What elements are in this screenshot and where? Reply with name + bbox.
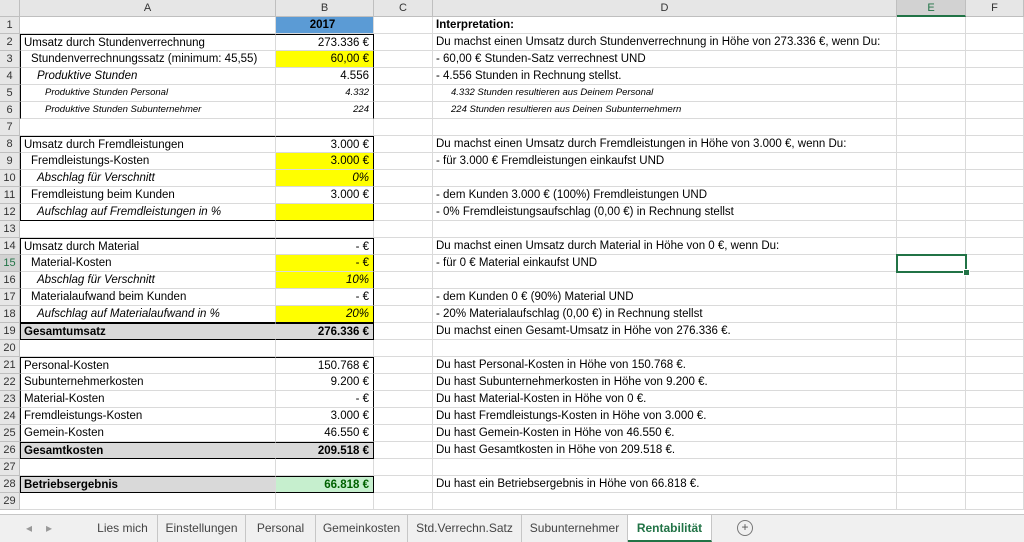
cell-d9[interactable]: - für 3.000 € Fremdleistungen einkaufst UND	[433, 153, 897, 170]
tab-scroll-right-icon[interactable]: ▸	[45, 521, 53, 535]
row-header-14[interactable]: 14	[0, 238, 20, 255]
cell-a3[interactable]: Stundenverrechnungssatz (minimum: 45,55)	[20, 51, 276, 68]
cell-e24[interactable]	[897, 408, 966, 425]
cell-b12[interactable]	[276, 204, 374, 221]
cell-c10[interactable]	[374, 170, 433, 187]
row-header-2[interactable]: 2	[0, 34, 20, 51]
cell-e12[interactable]	[897, 204, 966, 221]
cell-c13[interactable]	[374, 221, 433, 238]
cell-e18[interactable]	[897, 306, 966, 323]
sheet-tab-5[interactable]: Std.Verrechn.Satz	[408, 515, 522, 542]
cell-f24[interactable]	[966, 408, 1024, 425]
cell-e16[interactable]	[897, 272, 966, 289]
cell-b22[interactable]: 9.200 €	[276, 374, 374, 391]
cell-f19[interactable]	[966, 323, 1024, 340]
cell-a23[interactable]: Material-Kosten	[20, 391, 276, 408]
cell-e23[interactable]	[897, 391, 966, 408]
cell-f23[interactable]	[966, 391, 1024, 408]
cell-d15[interactable]: - für 0 € Material einkaufst UND	[433, 255, 897, 272]
cell-f15[interactable]	[966, 255, 1024, 272]
cell-d26[interactable]: Du hast Gesamtkosten in Höhe von 209.518 €.	[433, 442, 897, 459]
cell-e5[interactable]	[897, 85, 966, 102]
cell-a1[interactable]	[20, 17, 276, 34]
cell-a2[interactable]: Umsatz durch Stundenverrechnung	[20, 34, 276, 51]
cell-f7[interactable]	[966, 119, 1024, 136]
cell-a21[interactable]: Personal-Kosten	[20, 357, 276, 374]
column-header-a[interactable]: A	[20, 0, 276, 17]
row-header-9[interactable]: 9	[0, 153, 20, 170]
cell-c1[interactable]	[374, 17, 433, 34]
cell-e6[interactable]	[897, 102, 966, 119]
cell-e17[interactable]	[897, 289, 966, 306]
cell-b14[interactable]: - €	[276, 238, 374, 255]
sheet-tab-bar	[0, 514, 1024, 542]
cell-e26[interactable]	[897, 442, 966, 459]
cell-c20[interactable]	[374, 340, 433, 357]
cell-a12[interactable]: Aufschlag auf Fremdleistungen in %	[20, 204, 276, 221]
row-header-13[interactable]: 13	[0, 221, 20, 238]
cell-f5[interactable]	[966, 85, 1024, 102]
cell-d11[interactable]: - dem Kunden 3.000 € (100%) Fremdleistungen UND	[433, 187, 897, 204]
row-header-23[interactable]: 23	[0, 391, 20, 408]
cell-b5[interactable]: 4.332	[276, 85, 374, 102]
sheet-tab-6[interactable]: Subunternehmer	[522, 515, 628, 542]
sheet-tab-4[interactable]: Gemeinkosten	[316, 515, 408, 542]
cell-d18[interactable]: - 20% Materialaufschlag (0,00 €) in Rechnung stellst	[433, 306, 897, 323]
cell-b16[interactable]: 10%	[276, 272, 374, 289]
cell-a16[interactable]: Abschlag für Verschnitt	[20, 272, 276, 289]
cell-f18[interactable]	[966, 306, 1024, 323]
cell-a4[interactable]: Produktive Stunden	[20, 68, 276, 85]
cell-a5[interactable]: Produktive Stunden Personal	[20, 85, 276, 102]
cell-d21[interactable]: Du hast Personal-Kosten in Höhe von 150.768 €.	[433, 357, 897, 374]
cell-c3[interactable]	[374, 51, 433, 68]
cell-c28[interactable]	[374, 476, 433, 493]
cell-f16[interactable]	[966, 272, 1024, 289]
row-header-7[interactable]: 7	[0, 119, 20, 136]
cell-b13[interactable]	[276, 221, 374, 238]
cell-d8[interactable]: Du machst einen Umsatz durch Fremdleistungen in Höhe von 3.000 €, wenn Du:	[433, 136, 897, 153]
row-header-5[interactable]: 5	[0, 85, 20, 102]
cell-b11[interactable]: 3.000 €	[276, 187, 374, 204]
cell-c29[interactable]	[374, 493, 433, 510]
cell-d22[interactable]: Du hast Subunternehmerkosten in Höhe von 9.200 €.	[433, 374, 897, 391]
row-header-12[interactable]: 12	[0, 204, 20, 221]
cell-a25[interactable]: Gemein-Kosten	[20, 425, 276, 442]
cell-d27[interactable]	[433, 459, 897, 476]
cell-f13[interactable]	[966, 221, 1024, 238]
cell-e8[interactable]	[897, 136, 966, 153]
cell-c6[interactable]	[374, 102, 433, 119]
cell-f29[interactable]	[966, 493, 1024, 510]
row-header-16[interactable]: 16	[0, 272, 20, 289]
cell-a8[interactable]: Umsatz durch Fremdleistungen	[20, 136, 276, 153]
active-cell-selection[interactable]	[896, 254, 967, 273]
column-header-f[interactable]: F	[966, 0, 1024, 17]
cell-a17[interactable]: Materialaufwand beim Kunden	[20, 289, 276, 306]
cell-d17[interactable]: - dem Kunden 0 € (90%) Material UND	[433, 289, 897, 306]
cell-e21[interactable]	[897, 357, 966, 374]
cell-b17[interactable]: - €	[276, 289, 374, 306]
cell-c7[interactable]	[374, 119, 433, 136]
cell-c22[interactable]	[374, 374, 433, 391]
cell-b2[interactable]: 273.336 €	[276, 34, 374, 51]
cell-c24[interactable]	[374, 408, 433, 425]
cell-e1[interactable]	[897, 17, 966, 34]
row-header-20[interactable]: 20	[0, 340, 20, 357]
cell-e7[interactable]	[897, 119, 966, 136]
cell-a24[interactable]: Fremdleistungs-Kosten	[20, 408, 276, 425]
cell-c26[interactable]	[374, 442, 433, 459]
cell-f14[interactable]	[966, 238, 1024, 255]
cell-a26[interactable]: Gesamtkosten	[20, 442, 276, 459]
cell-b9[interactable]: 3.000 €	[276, 153, 374, 170]
cell-c27[interactable]	[374, 459, 433, 476]
cell-d7[interactable]	[433, 119, 897, 136]
cell-b27[interactable]	[276, 459, 374, 476]
cell-b10[interactable]: 0%	[276, 170, 374, 187]
sheet-tab-2[interactable]: Einstellungen	[158, 515, 246, 542]
cell-f20[interactable]	[966, 340, 1024, 357]
cell-f11[interactable]	[966, 187, 1024, 204]
cell-c4[interactable]	[374, 68, 433, 85]
cell-c8[interactable]	[374, 136, 433, 153]
row-header-8[interactable]: 8	[0, 136, 20, 153]
cell-c14[interactable]	[374, 238, 433, 255]
cell-e2[interactable]	[897, 34, 966, 51]
cell-b21[interactable]: 150.768 €	[276, 357, 374, 374]
cell-f1[interactable]	[966, 17, 1024, 34]
cell-b26[interactable]: 209.518 €	[276, 442, 374, 459]
cell-f9[interactable]	[966, 153, 1024, 170]
cell-e29[interactable]	[897, 493, 966, 510]
cell-e28[interactable]	[897, 476, 966, 493]
cell-e20[interactable]	[897, 340, 966, 357]
fill-handle[interactable]	[963, 269, 970, 276]
cell-e22[interactable]	[897, 374, 966, 391]
sheet-tab-3[interactable]: Personal	[246, 515, 316, 542]
row-header-6[interactable]: 6	[0, 102, 20, 119]
cell-c12[interactable]	[374, 204, 433, 221]
cell-e19[interactable]	[897, 323, 966, 340]
cell-e9[interactable]	[897, 153, 966, 170]
cell-a22[interactable]: Subunternehmerkosten	[20, 374, 276, 391]
cell-f2[interactable]	[966, 34, 1024, 51]
cell-e14[interactable]	[897, 238, 966, 255]
cell-b8[interactable]: 3.000 €	[276, 136, 374, 153]
cell-d2[interactable]: Du machst einen Umsatz durch Stundenverrechnung in Höhe von 273.336 €, wenn Du:	[433, 34, 897, 51]
cell-f25[interactable]	[966, 425, 1024, 442]
column-header-b[interactable]: B	[276, 0, 374, 17]
row-header-29[interactable]: 29	[0, 493, 20, 510]
cell-a19[interactable]: Gesamtumsatz	[20, 323, 276, 340]
cell-a18[interactable]: Aufschlag auf Materialaufwand in %	[20, 306, 276, 323]
cell-d5[interactable]: 4.332 Stunden resultieren aus Deinem Personal	[433, 85, 897, 102]
cell-a14[interactable]: Umsatz durch Material	[20, 238, 276, 255]
row-header-3[interactable]: 3	[0, 51, 20, 68]
cell-c18[interactable]	[374, 306, 433, 323]
cell-d10[interactable]	[433, 170, 897, 187]
cell-e13[interactable]	[897, 221, 966, 238]
cell-d1[interactable]: Interpretation:	[433, 17, 897, 34]
cell-a15[interactable]: Material-Kosten	[20, 255, 276, 272]
cell-c2[interactable]	[374, 34, 433, 51]
cell-d14[interactable]: Du machst einen Umsatz durch Material in Höhe von 0 €, wenn Du:	[433, 238, 897, 255]
cell-e27[interactable]	[897, 459, 966, 476]
cell-d19[interactable]: Du machst einen Gesamt-Umsatz in Höhe von 276.336 €.	[433, 323, 897, 340]
cell-a11[interactable]: Fremdleistung beim Kunden	[20, 187, 276, 204]
cell-d24[interactable]: Du hast Fremdleistungs-Kosten in Höhe von 3.000 €.	[433, 408, 897, 425]
cell-c21[interactable]	[374, 357, 433, 374]
cell-d23[interactable]: Du hast Material-Kosten in Höhe von 0 €.	[433, 391, 897, 408]
cell-f28[interactable]	[966, 476, 1024, 493]
cell-b6[interactable]: 224	[276, 102, 374, 119]
row-header-22[interactable]: 22	[0, 374, 20, 391]
cell-f6[interactable]	[966, 102, 1024, 119]
cell-d12[interactable]: - 0% Fremdleistungsaufschlag (0,00 €) in Rechnung stellst	[433, 204, 897, 221]
cell-b19[interactable]: 276.336 €	[276, 323, 374, 340]
cell-d25[interactable]: Du hast Gemein-Kosten in Höhe von 46.550 €.	[433, 425, 897, 442]
cell-e10[interactable]	[897, 170, 966, 187]
cell-e3[interactable]	[897, 51, 966, 68]
cell-b23[interactable]: - €	[276, 391, 374, 408]
cell-a7[interactable]	[20, 119, 276, 136]
cell-c11[interactable]	[374, 187, 433, 204]
cell-d3[interactable]: - 60,00 € Stunden-Satz verrechnest UND	[433, 51, 897, 68]
cell-f4[interactable]	[966, 68, 1024, 85]
row-header-10[interactable]: 10	[0, 170, 20, 187]
cell-c16[interactable]	[374, 272, 433, 289]
row-header-11[interactable]: 11	[0, 187, 20, 204]
cell-b1[interactable]: 2017	[276, 17, 374, 34]
cell-a10[interactable]: Abschlag für Verschnitt	[20, 170, 276, 187]
tab-scroll-left-icon[interactable]: ◂	[25, 521, 33, 535]
cell-a6[interactable]: Produktive Stunden Subunternehmer	[20, 102, 276, 119]
row-header-1[interactable]: 1	[0, 17, 20, 34]
add-sheet-icon[interactable]: +	[737, 520, 753, 536]
cell-b25[interactable]: 46.550 €	[276, 425, 374, 442]
cell-d13[interactable]	[433, 221, 897, 238]
cell-e25[interactable]	[897, 425, 966, 442]
cell-e4[interactable]	[897, 68, 966, 85]
cell-d4[interactable]: - 4.556 Stunden in Rechnung stellst.	[433, 68, 897, 85]
cell-c23[interactable]	[374, 391, 433, 408]
cell-d20[interactable]	[433, 340, 897, 357]
cell-f21[interactable]	[966, 357, 1024, 374]
cell-b28[interactable]: 66.818 €	[276, 476, 374, 493]
row-header-26[interactable]: 26	[0, 442, 20, 459]
cell-b4[interactable]: 4.556	[276, 68, 374, 85]
cell-d16[interactable]	[433, 272, 897, 289]
row-header-25[interactable]: 25	[0, 425, 20, 442]
cell-a13[interactable]	[20, 221, 276, 238]
row-header-4[interactable]: 4	[0, 68, 20, 85]
cell-b20[interactable]	[276, 340, 374, 357]
cell-f10[interactable]	[966, 170, 1024, 187]
cell-f17[interactable]	[966, 289, 1024, 306]
sheet-tab-1[interactable]: Lies mich	[88, 515, 158, 542]
cell-f12[interactable]	[966, 204, 1024, 221]
cell-f3[interactable]	[966, 51, 1024, 68]
cell-d29[interactable]	[433, 493, 897, 510]
row-header-28[interactable]: 28	[0, 476, 20, 493]
cell-b24[interactable]: 3.000 €	[276, 408, 374, 425]
column-header-d[interactable]: D	[433, 0, 897, 17]
cell-c5[interactable]	[374, 85, 433, 102]
column-header-c[interactable]: C	[374, 0, 433, 17]
cell-d28[interactable]: Du hast ein Betriebsergebnis in Höhe von 66.818 €.	[433, 476, 897, 493]
row-header-27[interactable]: 27	[0, 459, 20, 476]
row-header-17[interactable]: 17	[0, 289, 20, 306]
cell-f22[interactable]	[966, 374, 1024, 391]
cell-c15[interactable]	[374, 255, 433, 272]
cell-b3[interactable]: 60,00 €	[276, 51, 374, 68]
cell-c9[interactable]	[374, 153, 433, 170]
cell-b15[interactable]: - €	[276, 255, 374, 272]
cell-f27[interactable]	[966, 459, 1024, 476]
cell-a9[interactable]: Fremdleistungs-Kosten	[20, 153, 276, 170]
sheet-tab-7[interactable]: Rentabilität	[628, 515, 712, 542]
select-all-corner[interactable]	[0, 0, 20, 17]
row-header-21[interactable]: 21	[0, 357, 20, 374]
row-header-19[interactable]: 19	[0, 323, 20, 340]
cell-e11[interactable]	[897, 187, 966, 204]
cell-c25[interactable]	[374, 425, 433, 442]
cell-d6[interactable]: 224 Stunden resultieren aus Deinen Subunternehmern	[433, 102, 897, 119]
cell-b7[interactable]	[276, 119, 374, 136]
cell-c19[interactable]	[374, 323, 433, 340]
row-header-24[interactable]: 24	[0, 408, 20, 425]
cell-a28[interactable]: Betriebsergebnis	[20, 476, 276, 493]
row-header-18[interactable]: 18	[0, 306, 20, 323]
cell-b29[interactable]	[276, 493, 374, 510]
row-header-15[interactable]: 15	[0, 255, 20, 272]
cell-a20[interactable]	[20, 340, 276, 357]
cell-f26[interactable]	[966, 442, 1024, 459]
cell-c17[interactable]	[374, 289, 433, 306]
cell-f8[interactable]	[966, 136, 1024, 153]
cell-b18[interactable]: 20%	[276, 306, 374, 323]
column-header-e[interactable]: E	[897, 0, 966, 17]
cell-a29[interactable]	[20, 493, 276, 510]
cell-a27[interactable]	[20, 459, 276, 476]
